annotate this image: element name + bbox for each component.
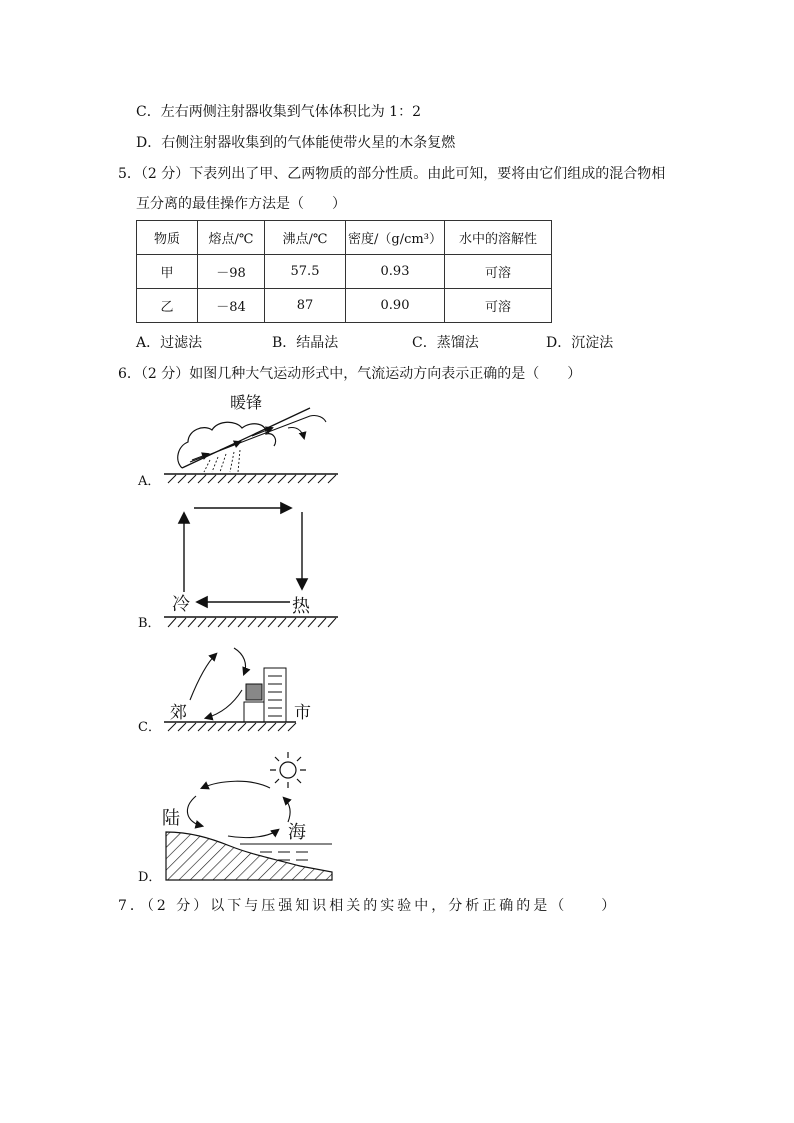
question-6-text: 6．（2 分）如图几种大气运动形式中，气流运动方向表示正确的是（ ） — [118, 366, 582, 382]
table-cell: 0.90 — [346, 289, 445, 323]
figure-a-warm-front — [160, 390, 340, 485]
option-d[interactable]: D．沉淀法 — [546, 335, 614, 351]
option-a[interactable]: A．过滤法 — [136, 335, 203, 351]
cold-label: 冷 — [172, 594, 190, 615]
figure-c-urban-heat-island — [160, 640, 340, 732]
table-header-row — [137, 221, 552, 255]
table-header: 水中的溶解性 — [445, 221, 552, 255]
table-header: 沸点/℃ — [265, 221, 346, 255]
option-c-text: C．左右两侧注射器收集到气体体积比为 1：2 — [136, 104, 421, 120]
figure-d-sea-breeze — [160, 740, 340, 882]
table-header: 物质 — [137, 221, 198, 255]
table-cell: 57.5 — [265, 255, 346, 289]
figure-a-option: A． — [138, 474, 161, 489]
figure-c-option: C． — [138, 720, 161, 735]
option-c[interactable]: C．蒸馏法 — [412, 335, 479, 351]
figure-b-option: B． — [138, 616, 161, 631]
sun-icon — [270, 752, 306, 788]
table-cell: 可溶 — [445, 289, 552, 323]
table-cell: －98 — [198, 255, 265, 289]
table-cell: －84 — [198, 289, 265, 323]
table-cell: 87 — [265, 289, 346, 323]
table-row — [137, 289, 552, 323]
figure-b-thermal-circulation — [160, 500, 340, 630]
figure-d-option: D． — [138, 870, 162, 885]
question-5-line2: 互分离的最佳操作方法是（ ） — [136, 196, 346, 212]
option-d-text: D．右侧注射器收集到的气体能使带火星的木条复燃 — [136, 135, 456, 151]
land-label: 陆 — [162, 808, 180, 829]
hot-label: 热 — [292, 596, 310, 617]
question-7-text: 7．（2 分）以下与压强知识相关的实验中，分析正确的是（ ） — [118, 898, 619, 914]
properties-table — [136, 220, 552, 323]
city-label: 市 — [294, 703, 311, 723]
table-row — [137, 255, 552, 289]
table-header: 熔点/℃ — [198, 221, 265, 255]
table-cell: 0.93 — [346, 255, 445, 289]
suburb-label: 郊 — [170, 703, 187, 723]
table-cell: 可溶 — [445, 255, 552, 289]
option-b[interactable]: B．结晶法 — [272, 335, 339, 351]
warm-front-label: 暖锋 — [230, 393, 263, 412]
table-header: 密度/（g/cm³） — [346, 221, 445, 255]
question-5-options — [136, 332, 696, 352]
table-cell: 乙 — [137, 289, 198, 323]
question-5-line1: 5．（2 分）下表列出了甲、乙两物质的部分性质。由此可知，要将由它们组成的混合物相 — [118, 166, 666, 182]
table-cell: 甲 — [137, 255, 198, 289]
sea-label: 海 — [288, 822, 306, 843]
